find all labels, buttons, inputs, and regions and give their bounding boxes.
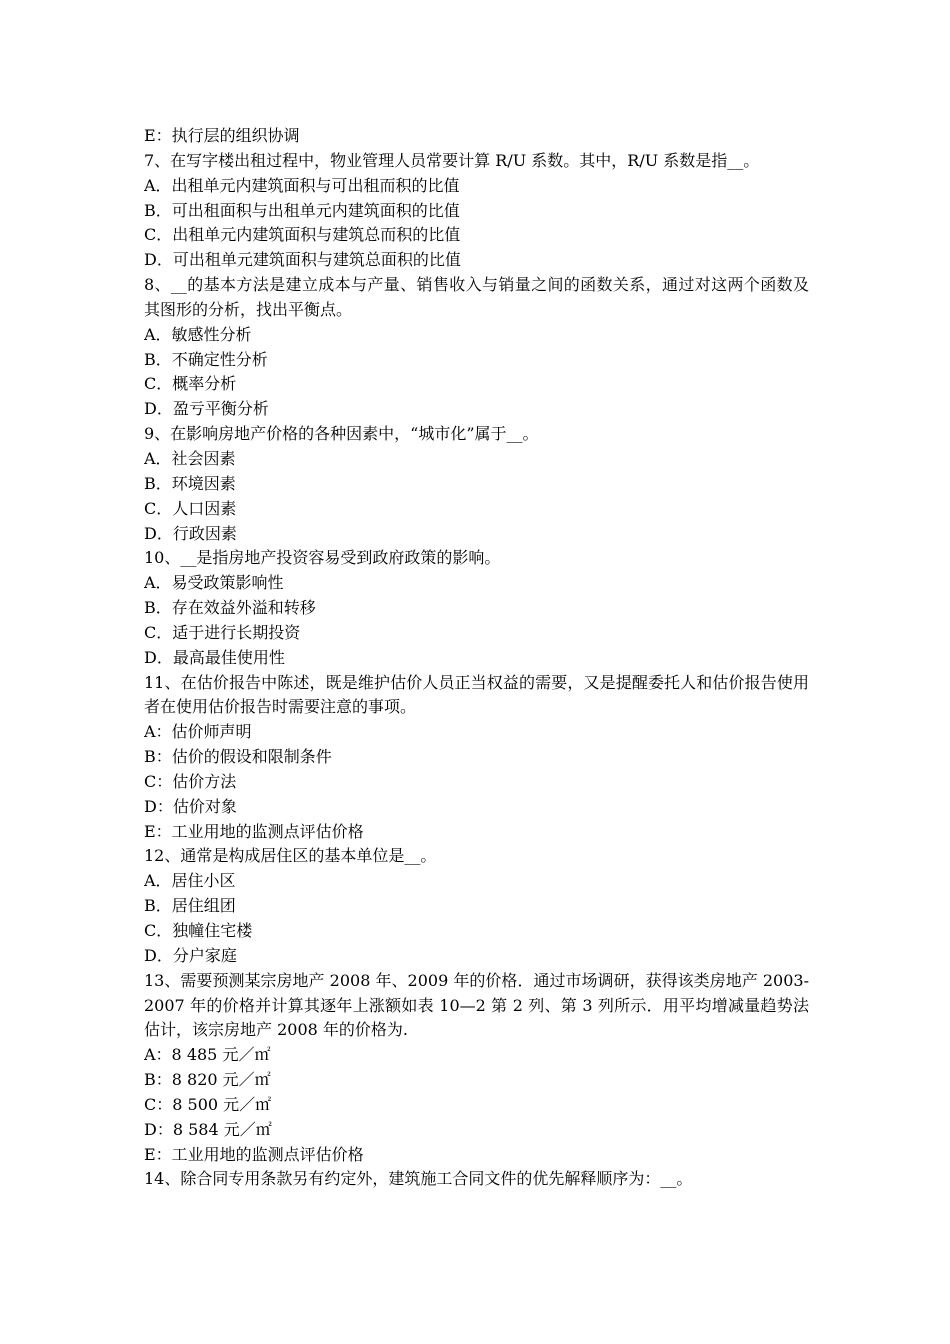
question-text: 13、需要预测某宗房地产 2008 年、2009 年的价格．通过市场调研，获得该类房地产 2003-2007 年的价格并计算其逐年上涨额如表 10—2 第 2 列、第 3 列所示．用平均增减量趋势法估计，该宗房地产 2008 年的价格为. bbox=[144, 970, 809, 1040]
option-line: A．居住小区 bbox=[144, 871, 236, 891]
question-text: 9、在影响房地产价格的各种因素中，“城市化”属于__。 bbox=[144, 424, 539, 444]
option-line: B．可出租面积与出租单元内建筑面积的比值 bbox=[144, 200, 460, 220]
option-line: B：估价的假设和限制条件 bbox=[144, 747, 332, 767]
option-line: A：估价师声明 bbox=[144, 722, 252, 742]
document-page bbox=[144, 124, 809, 1192]
option-line: A．社会因素 bbox=[144, 448, 236, 468]
option-line: B．环境因素 bbox=[144, 473, 236, 493]
option-line: D．分户家庭 bbox=[144, 945, 237, 965]
option-line: A．易受政策影响性 bbox=[144, 573, 284, 593]
question-text: 8、__的基本方法是建立成本与产量、销售收入与销量之间的函数关系，通过对这两个函数及其图形的分析，找出平衡点。 bbox=[144, 275, 809, 319]
option-line: C：估价方法 bbox=[144, 771, 237, 791]
option-line: A：8 485 元／㎡ bbox=[144, 1045, 271, 1065]
option-line: B．存在效益外溢和转移 bbox=[144, 598, 316, 618]
option-line: B．不确定性分析 bbox=[144, 349, 268, 369]
option-line: E：工业用地的监测点评估价格 bbox=[144, 1144, 364, 1164]
option-line: D．行政因素 bbox=[144, 523, 237, 543]
question-text: 7、在写字楼出租过程中，物业管理人员常要计算 R/U 系数。其中，R/U 系数是指__。 bbox=[144, 150, 760, 170]
question-text: 14、除合同专用条款另有约定外，建筑施工合同文件的优先解释顺序为：__。 bbox=[144, 1169, 693, 1189]
option-line: B：8 820 元／㎡ bbox=[144, 1070, 271, 1090]
option-line: E：执行层的组织协调 bbox=[144, 126, 300, 145]
option-line: C．出租单元内建筑面积与建筑总而积的比值 bbox=[144, 225, 461, 245]
option-line: D．最高最佳使用性 bbox=[144, 647, 285, 667]
option-line: B．居住组团 bbox=[144, 896, 236, 916]
option-line: E：工业用地的监测点评估价格 bbox=[144, 821, 364, 841]
option-line: C．人口因素 bbox=[144, 498, 237, 518]
question-text: 12、通常是构成居住区的基本单位是__。 bbox=[144, 846, 437, 866]
option-line: D．可出租单元建筑面积与建筑总面积的比值 bbox=[144, 250, 461, 270]
option-line: D：估价对象 bbox=[144, 796, 237, 816]
option-line: C：8 500 元／㎡ bbox=[144, 1094, 272, 1114]
option-line: C．概率分析 bbox=[144, 374, 237, 394]
option-line: C．独幢住宅楼 bbox=[144, 921, 253, 940]
option-line: A．出租单元内建筑面积与可出租而积的比值 bbox=[144, 175, 460, 195]
question-text: 11、在估价报告中陈述，既是维护估价人员正当权益的需要，又是提醒委托人和估价报告使用者在使用估价报告时需要注意的事项。 bbox=[144, 672, 809, 717]
question-text: 10、__是指房地产投资容易受到政府政策的影响。 bbox=[144, 548, 501, 568]
option-line: C．适于进行长期投资 bbox=[144, 622, 301, 642]
option-line: D：8 584 元／㎡ bbox=[144, 1119, 272, 1139]
option-line: A．敏感性分析 bbox=[144, 324, 252, 344]
option-line: D．盈亏平衡分析 bbox=[144, 399, 269, 419]
